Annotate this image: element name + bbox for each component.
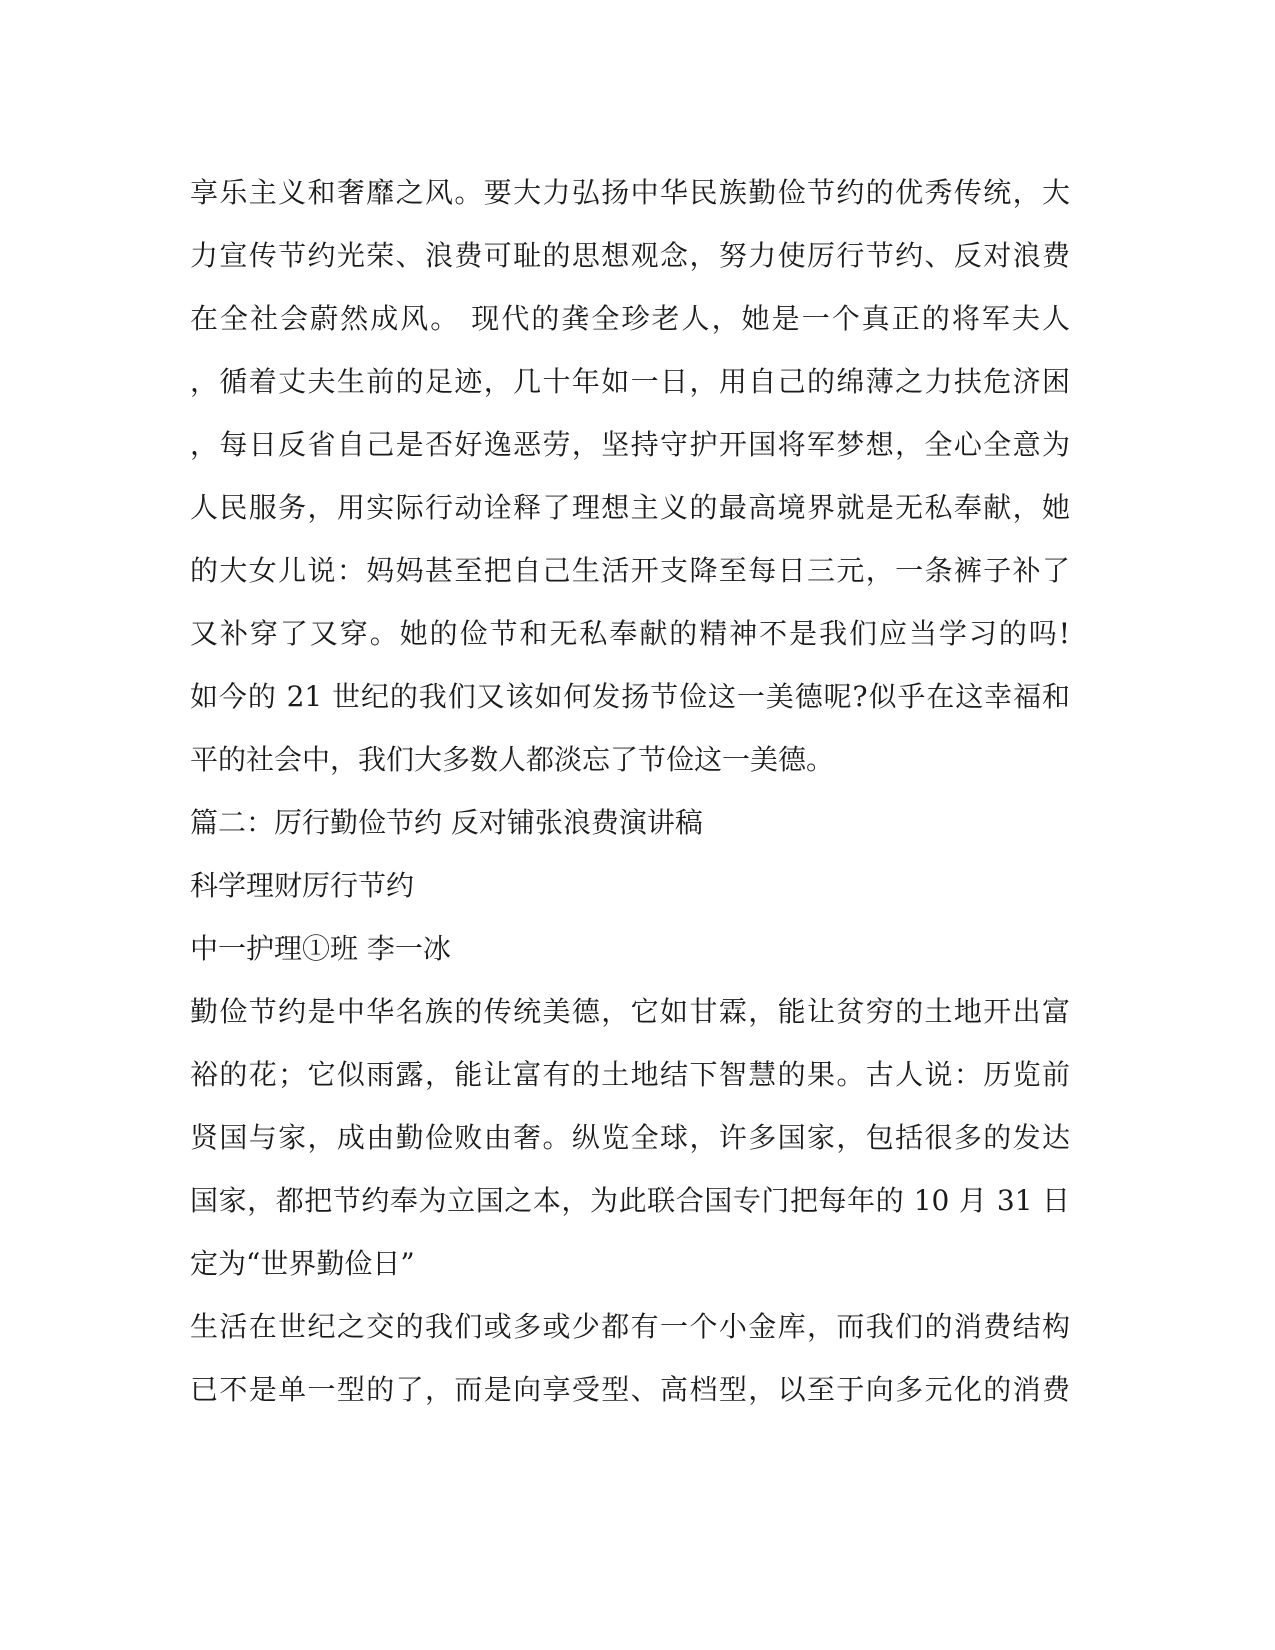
text-line: ，循着丈夫生前的足迹，几十年如一日，用自己的绵薄之力扶危济困	[190, 365, 1070, 398]
text-line: 国家，都把节约奉为立国之本，为此联合国专门把每年的 10 月 31 日	[190, 1184, 1070, 1217]
text-line: 在全社会蔚然成风。 现代的龚全珍老人，她是一个真正的将军夫人	[190, 302, 1070, 335]
speech-title: 科学理财厉行节约	[190, 869, 415, 902]
text-line: 裕的花；它似雨露，能让富有的土地结下智慧的果。古人说：历览前	[190, 1058, 1070, 1091]
text-line: 人民服务，用实际行动诠释了理想主义的最高境界就是无私奉献，她	[190, 491, 1070, 524]
document-body	[190, 161, 1070, 1421]
text-line: 如今的 21 世纪的我们又该如何发扬节俭这一美德呢?似乎在这幸福和	[190, 680, 1070, 713]
author-line: 中一护理①班 李一冰	[190, 932, 451, 965]
text-line: 又补穿了又穿。她的俭节和无私奉献的精神不是我们应当学习的吗!	[190, 617, 1070, 650]
paragraph-end-line: 定为“世界勤俭日”	[190, 1247, 415, 1280]
text-line: 的大女儿说：妈妈甚至把自己生活开支降至每日三元，一条裤子补了	[190, 554, 1070, 587]
text-line: 生活在世纪之交的我们或多或少都有一个小金库，而我们的消费结构	[190, 1310, 1070, 1343]
text-line: 贤国与家，成由勤俭败由奢。纵览全球，许多国家，包括很多的发达	[190, 1121, 1070, 1154]
text-line: 力宣传节约光荣、浪费可耻的思想观念，努力使厉行节约、反对浪费	[190, 239, 1070, 272]
text-line: 勤俭节约是中华名族的传统美德，它如甘霖，能让贫穷的土地开出富	[190, 995, 1070, 1028]
paragraph-end-line: 平的社会中，我们大多数人都淡忘了节俭这一美德。	[190, 743, 835, 776]
section-heading: 篇二：厉行勤俭节约 反对铺张浪费演讲稿	[190, 806, 703, 839]
text-line: ，每日反省自己是否好逸恶劳，坚持守护开国将军梦想，全心全意为	[190, 428, 1070, 461]
text-line: 享乐主义和奢靡之风。要大力弘扬中华民族勤俭节约的优秀传统，大	[190, 176, 1070, 209]
text-line: 已不是单一型的了，而是向享受型、高档型，以至于向多元化的消费	[190, 1373, 1070, 1406]
